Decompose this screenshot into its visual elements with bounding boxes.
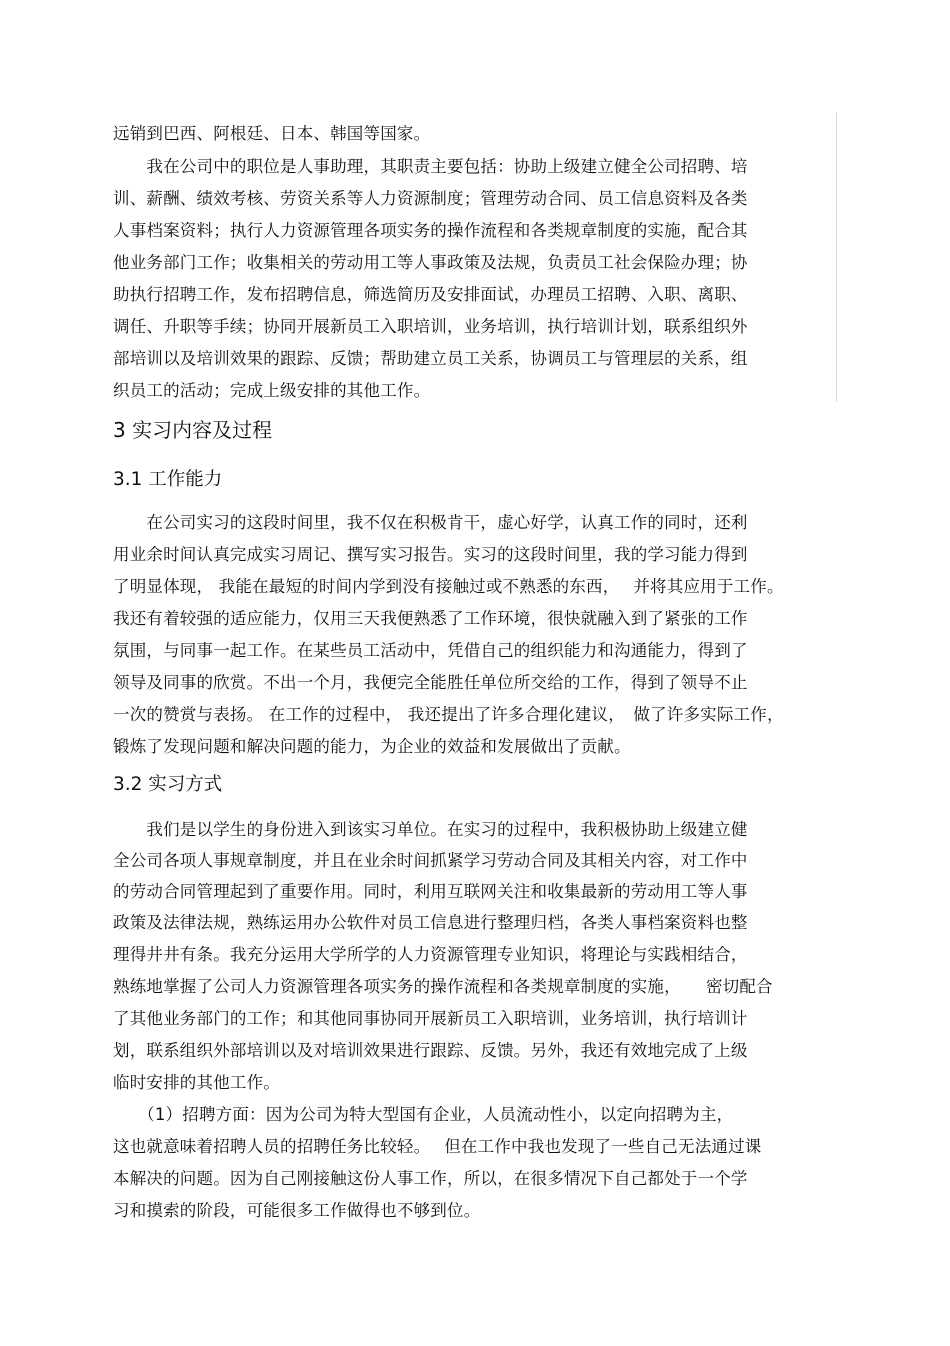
text-line: 了其他业务部门的工作；和其他同事协同开展新员工入职培训，业务培训，执行培训计 [113,1009,748,1028]
text-line: 领导及同事的欣赏。不出一个月，我便完全能胜任单位所交给的工作，得到了领导不止 [113,673,748,692]
text-line: 在公司实习的这段时间里，我不仅在积极肯干，虚心好学，认真工作的同时，还利 [113,513,748,532]
text-line: 这也就意味着招聘人员的招聘任务比较轻。 但在工作中我也发现了一些自己无法通过课 [113,1137,762,1156]
text-line: 熟练地掌握了公司人力资源管理各项实务的操作流程和各类规章制度的实施， 密切配合 [113,977,773,996]
text-line: 织员工的活动；完成上级安排的其他工作。 [113,381,431,400]
text-line: 全公司各项人事规章制度，并且在业余时间抓紧学习劳动合同及其相关内容，对工作中 [113,851,748,870]
section-heading: 3 实习内容及过程 [113,418,273,442]
text-line: 的劳动合同管理起到了重要作用。同时，利用互联网关注和收集最新的劳动用工等人事 [113,882,748,901]
subsection-heading: 3.1 工作能力 [113,469,223,490]
text-line: 远销到巴西、阿根廷、日本、韩国等国家。 [113,124,431,143]
text-line: 助执行招聘工作，发布招聘信息，筛选简历及安排面试，办理员工招聘、入职、离职、 [113,285,748,304]
text-line: 划，联系组织外部培训以及对培训效果进行跟踪、反馈。另外，我还有效地完成了上级 [113,1041,748,1060]
text-line: 政策及法律法规，熟练运用办公软件对员工信息进行整理归档，各类人事档案资料也整 [113,913,748,932]
text-line: 理得井井有条。我充分运用大学所学的人力资源管理专业知识，将理论与实践相结合， [113,945,748,964]
text-line: 我们是以学生的身份进入到该实习单位。在实习的过程中，我积极协助上级建立健 [113,820,748,839]
text-line: 锻炼了发现问题和解决问题的能力，为企业的效益和发展做出了贡献。 [113,737,631,756]
text-line: 氛围，与同事一起工作。在某些员工活动中，凭借自己的组织能力和沟通能力，得到了 [113,641,748,660]
text-line: 本解决的问题。因为自己刚接触这份人事工作，所以，在很多情况下自己都处于一个学 [113,1169,748,1188]
text-line: 部培训以及培训效果的跟踪、反馈；帮助建立员工关系，协调员工与管理层的关系，组 [113,349,748,368]
text-line: 调任、升职等手续；协同开展新员工入职培训，业务培训，执行培训计划，联系组织外 [113,317,748,336]
text-line: 临时安排的其他工作。 [113,1073,280,1092]
text-line: 一次的赞赏与表扬。 在工作的过程中， 我还提出了许多合理化建议， 做了许多实际工作， [113,705,784,724]
text-line: 训、薪酬、绩效考核、劳资关系等人力资源制度；管理劳动合同、员工信息资料及各类 [113,189,748,208]
text-line: 他业务部门工作；收集相关的劳动用工等人事政策及法规，负责员工社会保险办理；协 [113,253,748,272]
text-line: 人事档案资料；执行人力资源管理各项实务的操作流程和各类规章制度的实施，配合其 [113,221,748,240]
text-line: 了明显体现， 我能在最短的时间内学到没有接触过或不熟悉的东西， 并将其应用于工作。 [113,577,784,596]
text-line: 我在公司中的职位是人事助理，其职责主要包括：协助上级建立健全公司招聘、培 [113,157,748,176]
text-line: 习和摸索的阶段，可能很多工作做得也不够到位。 [113,1201,481,1220]
text-line: 我还有着较强的适应能力，仅用三天我便熟悉了工作环境，很快就融入到了紧张的工作 [113,609,748,628]
text-line: （1）招聘方面：因为公司为特大型国有企业，人员流动性小，以定向招聘为主， [113,1105,734,1124]
margin-rule [836,112,837,402]
text-line: 用业余时间认真完成实习周记、撰写实习报告。实习的这段时间里，我的学习能力得到 [113,545,748,564]
subsection-heading: 3.2 实习方式 [113,774,223,795]
